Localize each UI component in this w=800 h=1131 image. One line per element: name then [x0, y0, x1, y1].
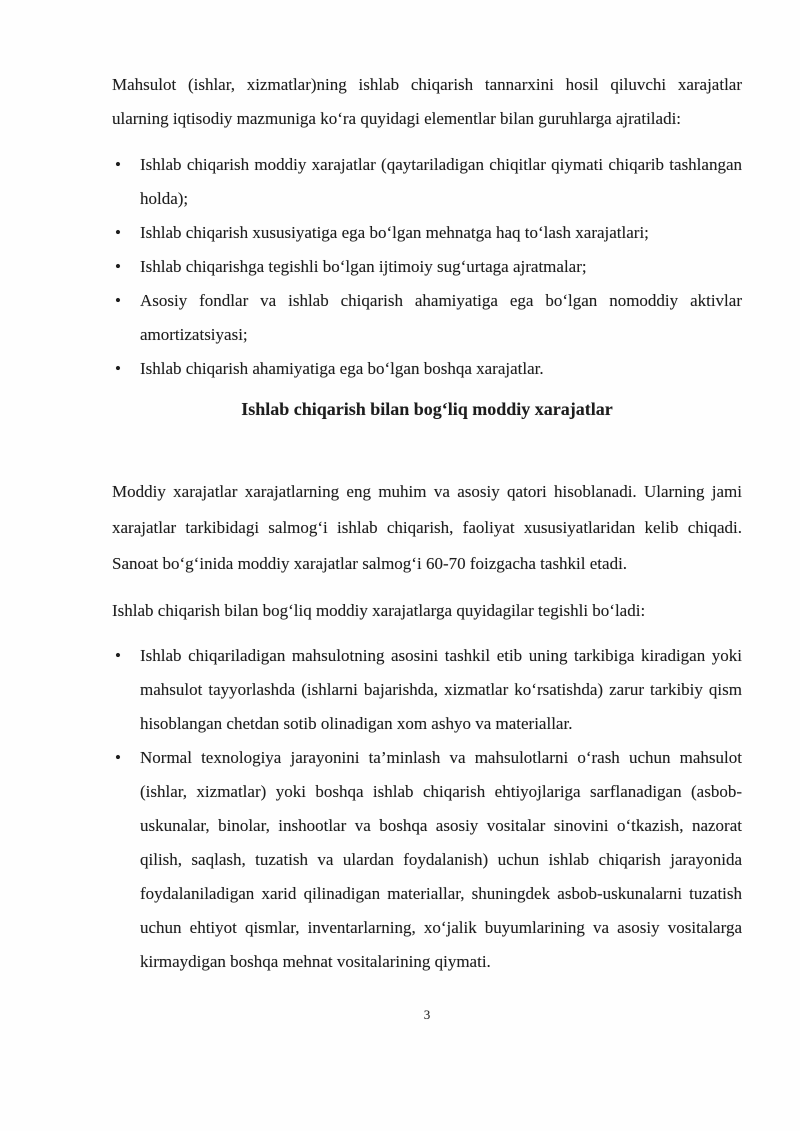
list-item	[112, 284, 742, 352]
material-costs-paragraph: Moddiy xarajatlar xarajatlarning eng muhim va asosiy qatori hisoblanadi. Ularning jami xarajatlar tarkibidagi salmog‘i ishlab chiqarish, faoliyat xususiyatlaridan kelib chiqadi. Sanoat bo‘g‘inida moddiy xarajatlar salmog‘i 60-70 foizgacha tashkil etadi.	[112, 482, 742, 573]
section-heading: Ishlab chiqarish bilan bog‘liq moddiy xarajatlar	[241, 399, 613, 419]
list-item-text: Normal texnologiya jarayonini ta’minlash va mahsulotlarni o‘rash uchun mahsulot (ishlar, xizmatlar) yoki boshqa ishlab chiqarish ehtiyojlariga sarflanadigan (asbob-uskunalar, binolar, inshootlar va boshqa asosiy vositalar sinovini o‘tkazish, nazorat qilish, saqlash, tuzatish va ulardan foydalanish) uchun ishlab chiqarish jarayonida foydalaniladigan xarid qilinadigan materiallar, shuningdek asbob-uskunalarni tuzatish uchun ehtiyot qismlar, inventarlarning, xo‘jalik buyumlarining va asosiy vositalarga kirmaydigan boshqa mehnat vositalarining qiymati.	[140, 748, 742, 971]
material-costs-lead: Ishlab chiqarish bilan bog‘liq moddiy xarajatlarga quyidagilar tegishli bo‘ladi:	[112, 601, 646, 620]
page-number: 3	[423, 1007, 431, 1022]
list-item	[112, 216, 742, 250]
list-item-text: Ishlab chiqariladigan mahsulotning asosini tashkil etib uning tarkibiga kiradigan yoki mahsulot tayyorlashda (ishlarni bajarishda, xizmatlar ko‘rsatishda) zarur tarkibiy qism hisoblangan chetdan sotib olinadigan xom ashyo va materiallar.	[140, 646, 742, 733]
list-item	[112, 639, 742, 741]
list-item-text: Ishlab chiqarish xususiyatiga ega bo‘lgan mehnatga haq to‘lash xarajatlari;	[140, 223, 649, 242]
list-item	[112, 352, 742, 386]
list-item-text: Asosiy fondlar va ishlab chiqarish ahamiyatiga ega bo‘lgan nomoddiy aktivlar amortizatsiyasi;	[140, 291, 742, 344]
bullet-icon: •	[115, 257, 121, 276]
list-item-text: Ishlab chiqarish ahamiyatiga ega bo‘lgan boshqa xarajatlar.	[140, 359, 544, 378]
bullet-icon: •	[115, 155, 121, 174]
list-item	[112, 250, 742, 284]
list-item-text: Ishlab chiqarishga tegishli bo‘lgan ijtimoiy sug‘urtaga ajratmalar;	[140, 257, 587, 276]
bullet-icon: •	[115, 223, 121, 242]
bullet-icon: •	[115, 646, 121, 665]
list-item	[112, 741, 742, 979]
bullet-icon: •	[115, 748, 121, 767]
list-item-text: Ishlab chiqarish moddiy xarajatlar (qaytariladigan chiqitlar qiymati chiqarib tashlangan holda);	[140, 155, 742, 208]
material-cost-items-list	[112, 639, 742, 979]
intro-paragraph: Mahsulot (ishlar, xizmatlar)ning ishlab chiqarish tannarxini hosil qiluvchi xarajatlar ularning iqtisodiy mazmuniga ko‘ra quyidagi elementlar bilan guruhlarga ajratiladi:	[112, 75, 742, 128]
bullet-icon: •	[115, 359, 121, 378]
list-item	[112, 148, 742, 216]
cost-elements-list	[112, 148, 742, 386]
bullet-icon: •	[115, 291, 121, 310]
